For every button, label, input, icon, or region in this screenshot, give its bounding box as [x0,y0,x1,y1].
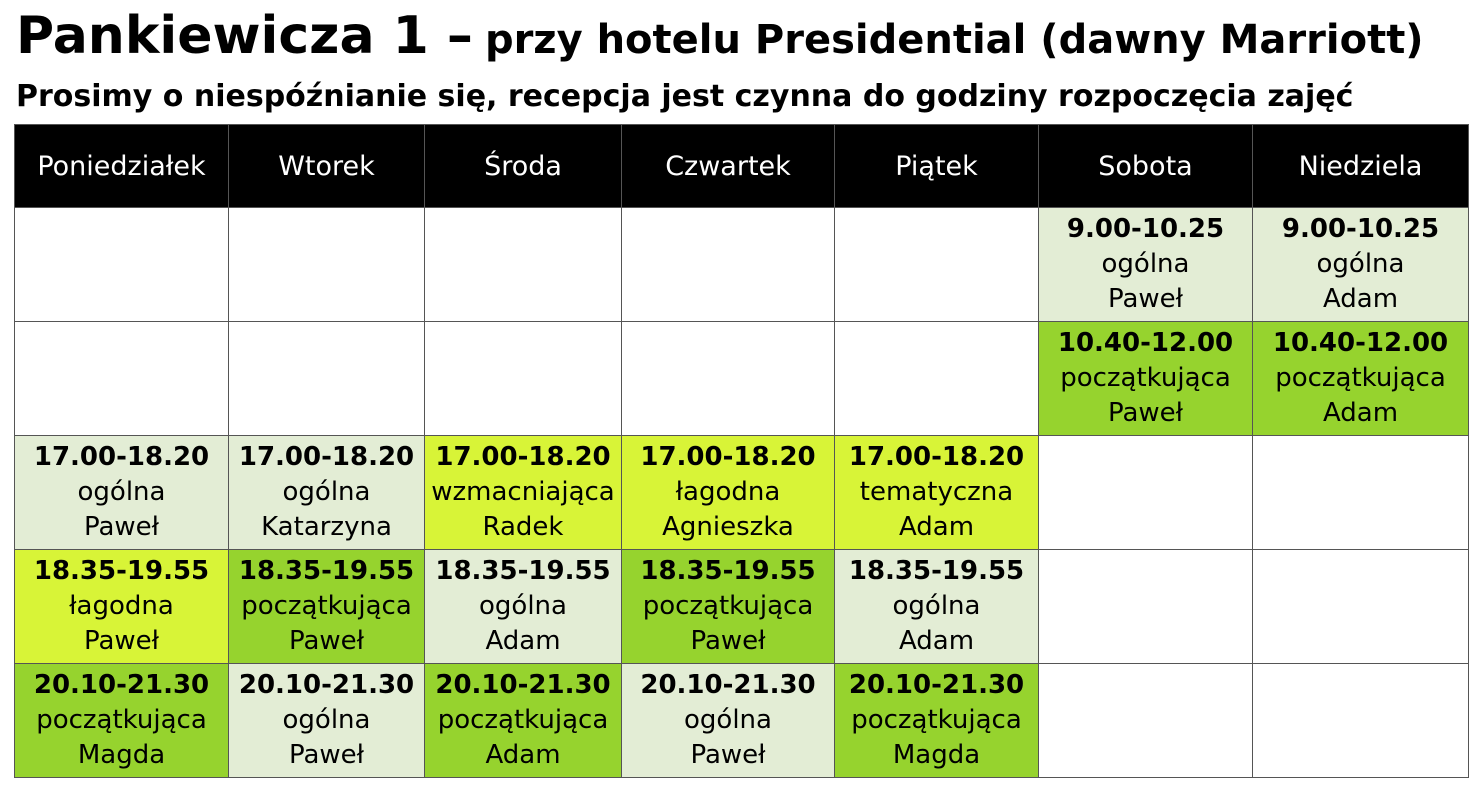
empty-cell [835,322,1039,436]
day-header-sroda: Środa [425,125,622,208]
class-cell [1039,208,1253,322]
class-cell [229,664,425,778]
empty-cell [835,208,1039,322]
day-header-niedziela: Niedziela [1253,125,1469,208]
class-type: ogólna [77,477,166,507]
class-type: początkująca [241,591,412,621]
class-teacher: Paweł [690,626,766,656]
empty-cell [622,322,835,436]
class-cell [229,550,425,664]
class-type: łagodna [69,591,174,621]
class-type: ogólna [479,591,567,621]
class-cell [425,664,622,778]
class-cell [622,550,835,664]
page-subtitle: Prosimy o niespóźnianie się, recepcja jest czynna do godziny rozpoczęcia zajęć [16,79,1354,114]
empty-cell [15,322,229,436]
class-cell [15,550,229,664]
class-time: 9.00-10.25 [1281,214,1440,244]
empty-cell [622,208,835,322]
class-time: 17.00-18.20 [238,442,415,472]
title-main: Pankiewicza 1 – [16,6,473,66]
class-time: 18.35-19.55 [848,556,1025,586]
class-cell [15,436,229,550]
class-cell [425,550,622,664]
class-time: 18.35-19.55 [33,556,210,586]
table-row [15,550,1469,664]
empty-cell [1253,550,1469,664]
class-type: ogólna [282,477,371,507]
table-row [15,208,1469,322]
class-type: wzmacniająca [431,477,615,507]
class-type: początkująca [851,705,1022,735]
class-cell [835,664,1039,778]
day-header-sobota: Sobota [1039,125,1253,208]
day-header-piatek: Piątek [835,125,1039,208]
class-teacher: Paweł [1107,284,1184,314]
table-row [15,322,1469,436]
class-type: początkująca [437,705,609,735]
class-time: 20.10-21.30 [848,670,1025,700]
class-time: 17.00-18.20 [435,442,611,472]
class-time: 18.35-19.55 [238,556,415,586]
class-teacher: Paweł [690,740,766,770]
class-cell [622,436,835,550]
class-type: ogólna [282,705,371,735]
empty-cell [425,322,622,436]
class-time: 20.10-21.30 [640,670,816,700]
class-time: 10.40-12.00 [1272,328,1449,358]
class-teacher: Paweł [83,626,160,656]
class-type: tematyczna [859,477,1014,507]
class-cell [229,436,425,550]
empty-cell [1253,436,1469,550]
class-teacher: Katarzyna [261,512,392,542]
class-time: 20.10-21.30 [238,670,415,700]
class-cell [1253,322,1469,436]
class-type: początkująca [36,705,207,735]
table-row [15,664,1469,778]
class-type: początkująca [1060,363,1231,393]
empty-cell [1039,550,1253,664]
class-type: ogólna [1316,249,1405,279]
table-row [15,436,1469,550]
schedule-body [15,208,1469,778]
class-teacher: Adam [898,512,975,542]
day-header-poniedzialek: Poniedziałek [15,125,229,208]
class-time: 10.40-12.00 [1057,328,1234,358]
class-teacher: Adam [1322,398,1399,428]
class-teacher: Adam [485,626,561,656]
day-header-wtorek: Wtorek [229,125,425,208]
class-cell [15,664,229,778]
empty-cell [1253,664,1469,778]
class-teacher: Paweł [1107,398,1184,428]
class-type: ogólna [892,591,981,621]
class-type: łagodna [675,477,781,507]
class-cell [835,436,1039,550]
class-teacher: Paweł [83,512,160,542]
class-teacher: Paweł [288,740,365,770]
class-time: 18.35-19.55 [435,556,611,586]
schedule-table [14,124,1469,778]
class-time: 20.10-21.30 [33,670,210,700]
class-time: 18.35-19.55 [640,556,816,586]
empty-cell [425,208,622,322]
day-header-czwartek: Czwartek [622,125,835,208]
class-cell [622,664,835,778]
class-time: 17.00-18.20 [848,442,1025,472]
title-rest: przy hotelu Presidential (dawny Marriott) [484,17,1424,63]
class-cell [835,550,1039,664]
empty-cell [1039,436,1253,550]
class-cell [425,436,622,550]
class-type: ogólna [1101,249,1190,279]
class-time: 17.00-18.20 [33,442,210,472]
class-time: 17.00-18.20 [640,442,816,472]
class-teacher: Adam [485,740,561,770]
class-teacher: Magda [77,740,166,770]
header-row [15,125,1469,208]
class-teacher: Magda [892,740,981,770]
class-type: początkująca [642,591,814,621]
class-teacher: Agnieszka [662,512,794,542]
class-cell [1039,322,1253,436]
class-type: początkująca [1275,363,1446,393]
class-teacher: Adam [1322,284,1399,314]
class-cell [1253,208,1469,322]
empty-cell [229,208,425,322]
class-type: ogólna [684,705,772,735]
class-teacher: Paweł [288,626,365,656]
empty-cell [15,208,229,322]
class-time: 9.00-10.25 [1066,214,1225,244]
empty-cell [229,322,425,436]
class-teacher: Adam [898,626,975,656]
class-teacher: Radek [482,512,564,542]
page-title [16,6,1424,66]
class-time: 20.10-21.30 [435,670,611,700]
empty-cell [1039,664,1253,778]
